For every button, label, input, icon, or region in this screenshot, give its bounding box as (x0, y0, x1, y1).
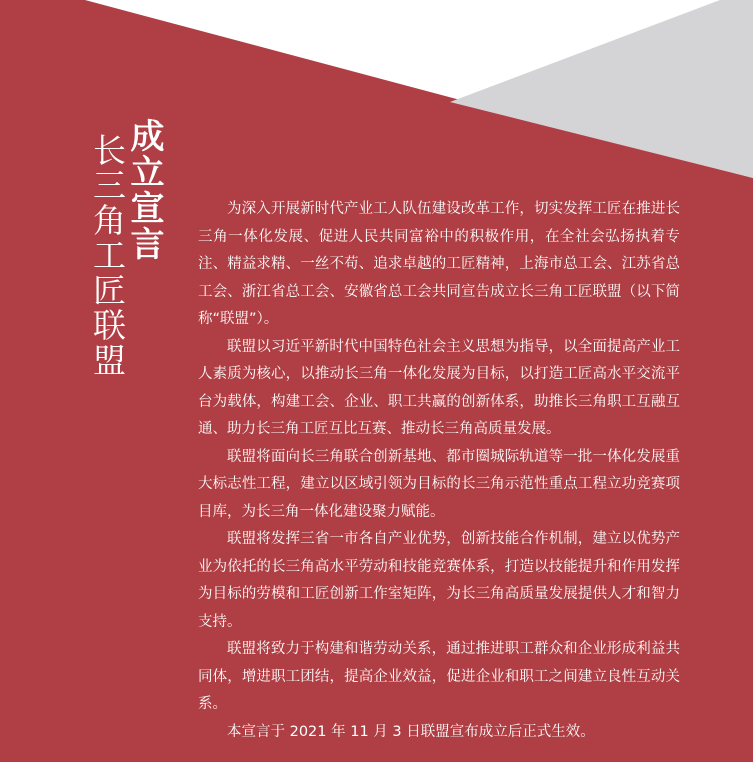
declaration-body (198, 196, 680, 746)
paragraph-1: 为深入开展新时代产业工人队伍建设改革工作，切实发挥工匠在推进长三角一体化发展、促进人民共同富裕中的积极作用，在全社会弘扬执着专注、精益求精、一丝不苟、追求卓越的工匠精神，上海市总工会、江苏省总工会、浙江省总工会、安徽省总工会共同宣告成立长三角工匠联盟（以下简称“联盟”）。 (198, 201, 680, 327)
paragraph-2: 联盟以习近平新时代中国特色社会主义思想为指导，以全面提高产业工人素质为核心，以推动长三角一体化发展为目标，以打造工匠高水平交流平台为载体，构建工会、企业、职工共赢的创新体系，助推长三角职工互融互通、助力长三角工匠互比互赛、推动长三角高质量发展。 (198, 338, 680, 437)
title-main: 长三角工匠联盟 (88, 133, 127, 378)
paragraph-6: 本宣言于 2021 年 11 月 3 日联盟宣布成立后正式生效。 (227, 723, 595, 740)
paragraph-5: 联盟将致力于构建和谐劳动关系，通过推进职工群众和企业形成利益共同体，增进职工团结，提高企业效益，促进企业和职工之间建立良性互动关系。 (198, 641, 680, 712)
paragraph-4: 联盟将发挥三省一市各自产业优势，创新技能合作机制，建立以优势产业为依托的长三角高水平劳动和技能竞赛体系，打造以技能提升和作用发挥为目标的劳模和工匠创新工作室矩阵，为长三角高质量发展提供人才和智力支持。 (198, 531, 680, 630)
paragraph-3: 联盟将面向长三角联合创新基地、都市圈城际轨道等一批一体化发展重大标志性工程，建立以区域引领为目标的长三角示范性重点工程立功竞赛项目库，为长三角一体化建设聚力赋能。 (198, 448, 680, 520)
title-sub: 成立宣言 (124, 118, 164, 262)
